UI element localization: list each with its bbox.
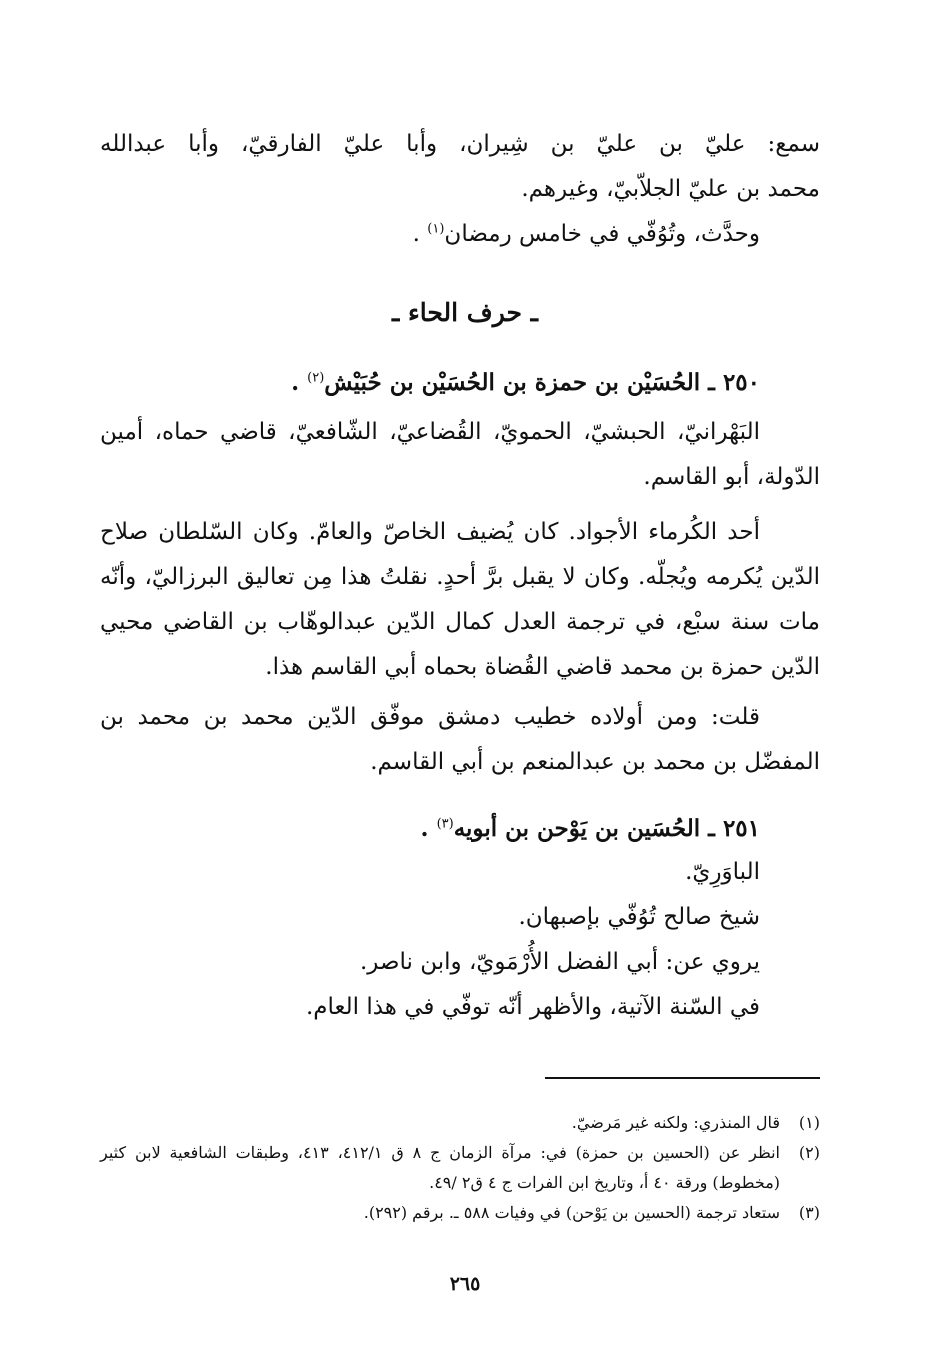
intro-line-3 xyxy=(100,212,820,257)
footnote-text: قال المنذري: ولكنه غير مَرضيّ. xyxy=(571,1113,780,1132)
footnote-text: ستعاد ترجمة (الحسين بن يَوْحن) في وفيات ٥٨٨ ـ. برقم (٢٩٢). xyxy=(363,1203,780,1222)
entry-250-paragraph-1: البَهْرانيّ، الحبشيّ، الحمويّ، القُضاعيّ، الشّافعيّ، قاضي حماه، أمين الدّولة، أبو القاسم. xyxy=(100,419,820,490)
footnote-ref-1: (١) xyxy=(427,221,445,237)
entry-250-title-text: ٢٥٠ ـ الحُسَيْن بن حمزة بن الحُسَيْن بن حُبَيْش xyxy=(324,369,760,396)
entry-251-title xyxy=(100,806,820,851)
entry-250-paragraph-3: قلت: ومن أولاده خطيب دمشق موفّق الدّين محمد بن محمد بن المفضّل بن محمد بن عبدالمنعم بن أبي القاسم. xyxy=(100,704,820,775)
entry-251-body xyxy=(100,850,820,1030)
intro-line-3-end: . xyxy=(412,221,420,247)
footnote-text: انظر عن (الحسين بن حمزة) في: مرآة الزمان ج ٨ ق ٤١٢/١، ٤١٣، وطبقات الشافعية لابن كثير (مخطوط) ورقة ٤٠ أ، وتاريخ ابن الفرات ج ٤ ق٢ /٤٩. xyxy=(100,1143,781,1192)
footnote-divider xyxy=(545,1077,820,1079)
footnote-2 xyxy=(100,1138,820,1198)
entry-251-line-2: شيخ صالح تُوُفّي بإصبهان. xyxy=(518,904,760,930)
intro-line-1: سمع: عليّ بن عليّ بن شِيران، وأبا عليّ الفارقيّ، وأبا عبدالله xyxy=(100,131,820,157)
intro-line-2: محمد بن عليّ الجلاّبيّ، وغيرهم. xyxy=(521,176,820,202)
entry-251-title-end: . xyxy=(420,815,429,842)
footnote-3 xyxy=(100,1198,820,1228)
footnote-number: (٢) xyxy=(798,1143,820,1162)
section-heading: ـ حرف الحاء ـ xyxy=(392,298,538,327)
entry-251-line-3: يروي عن: أبي الفضل الأُرْمَويّ، وابن ناصر. xyxy=(360,949,760,975)
intro-line-3-text: وحدَّث، وتُوُفّي في خامس رمضان xyxy=(444,221,760,247)
entry-250-paragraph-2: أحد الكُرماء الأجواد. كان يُضيف الخاصّ والعامّ. وكان السّلطان صلاح الدّين يُكرمه ويُجلّه. وكان لا يقبل برَّ أحدٍ. نقلتُ هذا مِن تعاليق البرزاليّ، وأنّه مات سنة سبْع، في ترجمة العدل كمال الدّين عبدالوهّاب بن القاضي محيي الدّين حمزة بن محمد قاضي القُضاة بحماه أبي القاسم هذا. xyxy=(100,519,820,680)
entry-251-title-text: ٢٥١ ـ الحُسَين بن يَوْحن بن أبويه xyxy=(453,815,760,842)
entry-250-title-end: . xyxy=(291,369,300,396)
footnote-number: (١) xyxy=(798,1113,820,1132)
footnote-ref-2: (٢) xyxy=(307,370,325,386)
footnote-1 xyxy=(100,1108,820,1138)
footnote-ref-3: (٣) xyxy=(436,816,454,832)
page-number: ٢٦٥ xyxy=(449,1273,481,1295)
entry-251-line-4: في السّنة الآتية، والأظهر أنّه توفّي في هذا العام. xyxy=(305,994,760,1020)
entry-250-title xyxy=(100,360,820,405)
footnote-number: (٣) xyxy=(798,1203,820,1222)
entry-251-line-1: الباوَرِيّ. xyxy=(685,859,760,885)
footnotes xyxy=(100,1108,820,1228)
intro-block xyxy=(100,122,820,257)
